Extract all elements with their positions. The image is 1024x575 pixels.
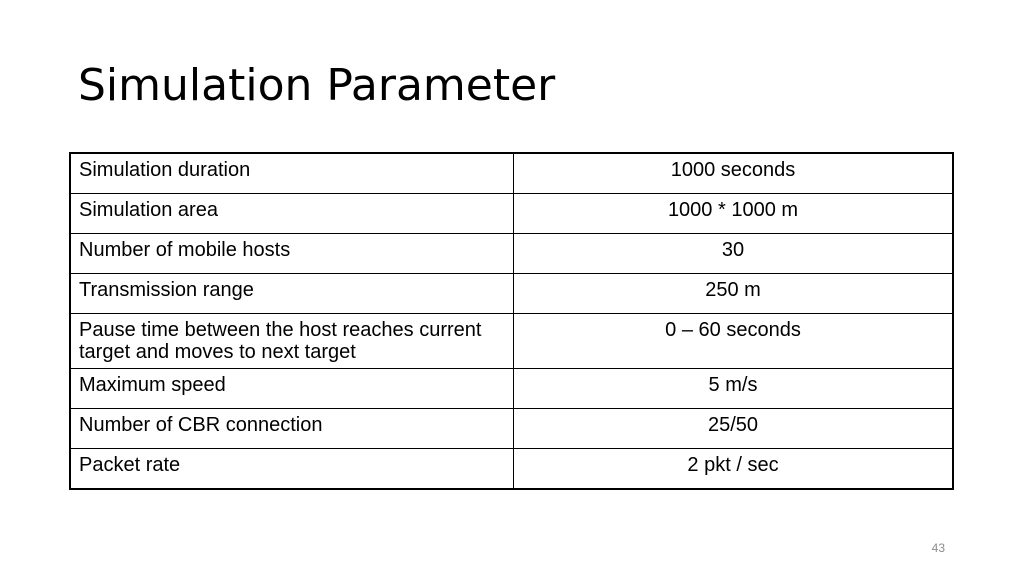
parameter-name-cell: Maximum speed [70, 369, 514, 409]
parameter-name-cell: Number of mobile hosts [70, 234, 514, 274]
parameter-name-cell: Number of CBR connection [70, 409, 514, 449]
parameter-value-cell: 1000 * 1000 m [514, 194, 954, 234]
table-row [70, 314, 953, 369]
table-row [70, 449, 953, 490]
table-row [70, 234, 953, 274]
parameter-value-cell: 30 [514, 234, 954, 274]
table-row [70, 153, 953, 194]
parameter-name-cell: Pause time between the host reaches current target and moves to next target [70, 314, 514, 369]
table-row [70, 274, 953, 314]
parameter-name-cell: Simulation duration [70, 153, 514, 194]
parameter-value-cell: 2 pkt / sec [514, 449, 954, 490]
parameter-name-cell: Transmission range [70, 274, 514, 314]
slide-title: Simulation Parameter [78, 60, 556, 111]
simulation-parameter-table [69, 152, 954, 490]
table-row [70, 369, 953, 409]
parameter-value-cell: 25/50 [514, 409, 954, 449]
parameter-value-cell: 1000 seconds [514, 153, 954, 194]
page-number: 43 [931, 541, 945, 555]
table-row [70, 409, 953, 449]
parameter-name-cell: Simulation area [70, 194, 514, 234]
parameter-name-cell: Packet rate [70, 449, 514, 490]
parameter-value-cell: 250 m [514, 274, 954, 314]
parameter-value-cell: 0 – 60 seconds [514, 314, 954, 369]
parameter-value-cell: 5 m/s [514, 369, 954, 409]
table-row [70, 194, 953, 234]
